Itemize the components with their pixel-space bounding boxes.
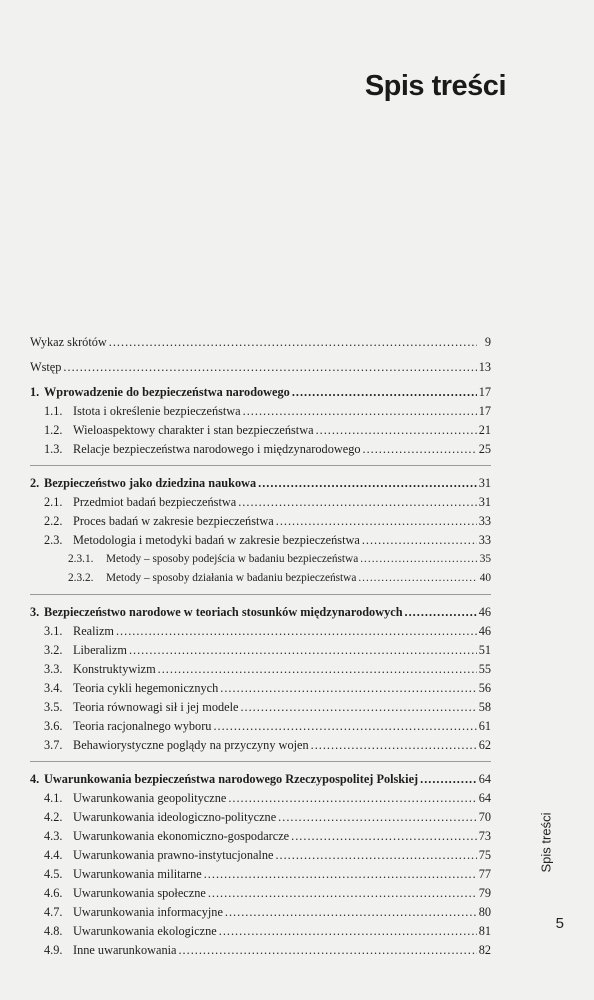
- toc-section-page: 33: [478, 514, 491, 528]
- toc-section-number: 4.8.: [44, 924, 63, 938]
- toc-subsection-item[interactable]: [30, 569, 491, 588]
- toc-leader: [204, 865, 477, 884]
- toc-leader: [178, 941, 476, 960]
- toc-section-page: 31: [478, 495, 491, 509]
- toc-leader: [360, 550, 477, 569]
- toc-section-page: 81: [478, 924, 491, 938]
- toc-section-label: Relacje bezpieczeństwa narodowego i międzynarodowego: [73, 442, 361, 456]
- toc-section-number: 3.7.: [44, 738, 63, 752]
- toc-leader: [278, 808, 477, 827]
- toc-section-page: 17: [478, 404, 491, 418]
- toc-section-page: 82: [478, 943, 491, 957]
- toc-leader: [291, 827, 477, 846]
- toc-chapter-1: [30, 377, 491, 466]
- toc-subsection-number: 2.3.2.: [68, 572, 94, 584]
- toc-section-number: 3.5.: [44, 700, 63, 714]
- toc-leader: [243, 402, 477, 421]
- toc-section-item[interactable]: [30, 493, 491, 512]
- toc-leader: [63, 358, 476, 377]
- toc-chapter-2: [30, 468, 491, 595]
- toc-chapter-number: 4.: [30, 772, 40, 786]
- toc-section-number: 4.6.: [44, 886, 63, 900]
- toc-section-item[interactable]: [30, 736, 491, 755]
- toc-chapter-number: 1.: [30, 385, 40, 399]
- toc-leader: [292, 383, 477, 402]
- toc-section-label: Uwarunkowania ekologiczne: [73, 924, 217, 938]
- toc-section-number: 4.1.: [44, 791, 63, 805]
- toc-section-page: 64: [478, 791, 491, 805]
- toc-item-page: 9: [484, 335, 491, 349]
- toc-section-label: Liberalizm: [73, 643, 127, 657]
- toc-chapter-4: [30, 764, 491, 960]
- toc-section-item[interactable]: [30, 865, 491, 884]
- toc-section-page: 33: [478, 533, 491, 547]
- toc-section-page: 75: [478, 848, 491, 862]
- toc-section-label: Proces badań w zakresie bezpieczeństwa: [73, 514, 274, 528]
- toc-section-number: 2.2.: [44, 514, 63, 528]
- toc-section-label: Przedmiot badań bezpieczeństwa: [73, 495, 237, 509]
- toc-leader: [213, 717, 476, 736]
- chapter-divider: [30, 594, 491, 595]
- toc-section-label: Teoria cykli hegemonicznych: [73, 681, 219, 695]
- toc-section-item[interactable]: [30, 512, 491, 531]
- toc-leader: [316, 421, 477, 440]
- toc-section-item[interactable]: [30, 808, 491, 827]
- toc-subsection-page: 35: [479, 553, 491, 565]
- toc-section-item[interactable]: [30, 531, 491, 550]
- page-title: Spis treści: [364, 70, 506, 102]
- toc-chapter-label: Wprowadzenie do bezpieczeństwa narodowego: [44, 385, 290, 399]
- toc-chapter-heading[interactable]: [30, 474, 491, 493]
- toc-section-label: Uwarunkowania informacyjne: [73, 905, 223, 919]
- toc-section-page: 80: [478, 905, 491, 919]
- toc-item-label: Wykaz skrótów: [30, 335, 107, 349]
- toc-section-number: 1.3.: [44, 442, 63, 456]
- toc-chapter-3: [30, 597, 491, 762]
- toc-section-item[interactable]: [30, 884, 491, 903]
- chapter-divider: [30, 465, 491, 466]
- toc-section-item[interactable]: [30, 679, 491, 698]
- toc-leader: [420, 770, 477, 789]
- toc-item-page: 13: [478, 360, 491, 374]
- toc-chapter-page: 31: [478, 476, 491, 490]
- toc-leader: [276, 512, 477, 531]
- toc-section-label: Teoria racjonalnego wyboru: [73, 719, 212, 733]
- toc-section-number: 4.2.: [44, 810, 63, 824]
- toc-leader: [238, 493, 476, 512]
- toc-section-page: 58: [478, 700, 491, 714]
- toc-section-item[interactable]: [30, 698, 491, 717]
- toc-section-item[interactable]: [30, 903, 491, 922]
- toc-section-item[interactable]: [30, 941, 491, 960]
- toc-leader: [363, 440, 477, 459]
- toc-subsection-label: Metody – sposoby podejścia w badaniu bezpieczeństwa: [106, 553, 359, 565]
- toc-chapter-page: 64: [478, 772, 491, 786]
- toc-section-page: 55: [478, 662, 491, 676]
- chapter-divider: [30, 761, 491, 762]
- toc-section-number: 4.7.: [44, 905, 63, 919]
- toc-section-number: 2.3.: [44, 533, 63, 547]
- toc-leader: [240, 698, 476, 717]
- toc-chapter-heading[interactable]: [30, 770, 491, 789]
- toc-section-item[interactable]: [30, 421, 491, 440]
- toc-front-item[interactable]: [30, 333, 491, 352]
- toc-section-page: 77: [478, 867, 491, 881]
- toc-section-item[interactable]: [30, 789, 491, 808]
- toc-leader: [219, 922, 477, 941]
- toc-section-number: 3.1.: [44, 624, 63, 638]
- toc-section-page: 25: [478, 442, 491, 456]
- running-header-vertical: Spis treści: [538, 812, 554, 873]
- toc-chapter-number: 2.: [30, 476, 40, 490]
- toc-section-item[interactable]: [30, 622, 491, 641]
- toc-subsection-label: Metody – sposoby działania w badaniu bezpieczeństwa: [106, 572, 357, 584]
- toc-leader: [362, 531, 477, 550]
- table-of-contents: [30, 333, 491, 960]
- toc-section-page: 21: [478, 423, 491, 437]
- toc-section-number: 3.6.: [44, 719, 63, 733]
- toc-section-label: Uwarunkowania militarne: [73, 867, 202, 881]
- toc-section-label: Metodologia i metodyki badań w zakresie bezpieczeństwa: [73, 533, 360, 547]
- toc-chapter-label: Bezpieczeństwo jako dziedzina naukowa: [44, 476, 257, 490]
- toc-leader: [258, 474, 477, 493]
- toc-section-number: 3.3.: [44, 662, 63, 676]
- toc-section-label: Teoria równowagi sił i jej modele: [73, 700, 239, 714]
- toc-section-label: Uwarunkowania prawno-instytucjonalne: [73, 848, 274, 862]
- toc-section-number: 4.9.: [44, 943, 63, 957]
- toc-chapter-page: 17: [478, 385, 491, 399]
- toc-section-label: Behawiorystyczne poglądy na przyczyny wojen: [73, 738, 309, 752]
- toc-leader: [358, 569, 477, 588]
- toc-section-number: 2.1.: [44, 495, 63, 509]
- toc-section-label: Wieloaspektowy charakter i stan bezpieczeństwa: [73, 423, 314, 437]
- toc-leader: [405, 603, 477, 622]
- toc-leader: [158, 660, 477, 679]
- toc-section-page: 79: [478, 886, 491, 900]
- toc-section-number: 4.4.: [44, 848, 63, 862]
- toc-section-number: 3.4.: [44, 681, 63, 695]
- toc-leader: [225, 903, 477, 922]
- toc-section-number: 3.2.: [44, 643, 63, 657]
- toc-item-label: Wstęp: [30, 360, 62, 374]
- toc-section-item[interactable]: [30, 717, 491, 736]
- toc-chapter-heading[interactable]: [30, 603, 491, 622]
- toc-section-number: 1.1.: [44, 404, 63, 418]
- toc-section-number: 1.2.: [44, 423, 63, 437]
- toc-section-item[interactable]: [30, 402, 491, 421]
- toc-leader: [220, 679, 476, 698]
- toc-subsection-number: 2.3.1.: [68, 553, 94, 565]
- toc-section-label: Istota i określenie bezpieczeństwa: [73, 404, 241, 418]
- toc-leader: [275, 846, 476, 865]
- toc-section-label: Uwarunkowania geopolityczne: [73, 791, 227, 805]
- toc-section-label: Konstruktywizm: [73, 662, 156, 676]
- toc-section-item[interactable]: [30, 660, 491, 679]
- toc-subsection-page: 40: [479, 572, 491, 584]
- toc-section-page: 70: [478, 810, 491, 824]
- page-number: 5: [555, 915, 564, 932]
- toc-chapter-heading[interactable]: [30, 383, 491, 402]
- toc-section-number: 4.5.: [44, 867, 63, 881]
- toc-section-label: Uwarunkowania społeczne: [73, 886, 206, 900]
- toc-chapter-label: Bezpieczeństwo narodowe w teoriach stosunków międzynarodowych: [44, 605, 403, 619]
- toc-leader: [311, 736, 477, 755]
- toc-leader: [129, 641, 477, 660]
- toc-section-page: 56: [478, 681, 491, 695]
- toc-chapter-number: 3.: [30, 605, 40, 619]
- toc-section-label: Inne uwarunkowania: [73, 943, 177, 957]
- toc-section-item[interactable]: [30, 827, 491, 846]
- toc-leader: [109, 333, 477, 352]
- toc-leader: [116, 622, 477, 641]
- toc-section-item[interactable]: [30, 922, 491, 941]
- toc-section-page: 61: [478, 719, 491, 733]
- toc-front-item[interactable]: [30, 358, 491, 377]
- toc-section-label: Realizm: [73, 624, 114, 638]
- toc-section-page: 73: [478, 829, 491, 843]
- toc-section-number: 4.3.: [44, 829, 63, 843]
- toc-leader: [228, 789, 476, 808]
- toc-chapter-label: Uwarunkowania bezpieczeństwa narodowego Rzeczypospolitej Polskiej: [44, 772, 419, 786]
- toc-leader: [208, 884, 477, 903]
- toc-section-label: Uwarunkowania ideologiczno-polityczne: [73, 810, 277, 824]
- toc-section-item[interactable]: [30, 641, 491, 660]
- toc-section-page: 46: [478, 624, 491, 638]
- toc-chapter-page: 46: [478, 605, 491, 619]
- toc-section-label: Uwarunkowania ekonomiczno-gospodarcze: [73, 829, 290, 843]
- toc-section-page: 51: [478, 643, 491, 657]
- toc-subsection-item[interactable]: [30, 550, 491, 569]
- toc-section-item[interactable]: [30, 846, 491, 865]
- toc-section-page: 62: [478, 738, 491, 752]
- toc-section-item[interactable]: [30, 440, 491, 459]
